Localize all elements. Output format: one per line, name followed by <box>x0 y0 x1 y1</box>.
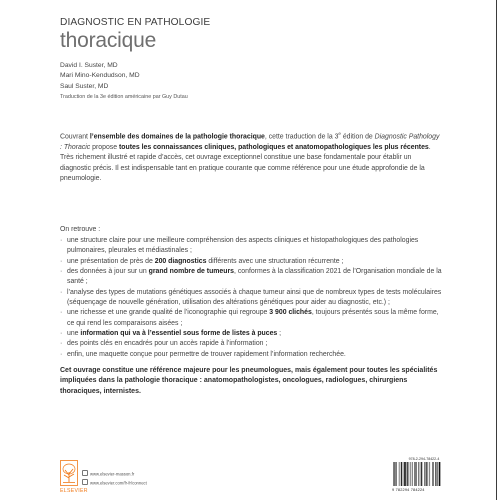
barcode-icon <box>392 462 456 486</box>
list-item-text: différents avec une structuration récurrente ; <box>206 257 344 265</box>
intro-emphasis: toutes les connaissances cliniques, pathologiques et anatomopathologiques les plus récentes <box>119 143 429 151</box>
intro-text: Couvrant <box>60 133 90 141</box>
author-1: David I. Suster, MD <box>60 62 118 69</box>
intro-emphasis: l’ensemble des domaines de la pathologie thoracique <box>89 133 265 141</box>
elsevier-tree-logo-icon <box>60 460 78 486</box>
publisher-name: ELSEVIER <box>60 488 88 494</box>
list-item-text: une richesse et une grande qualité de l’iconographie qui regroupe <box>67 309 270 317</box>
list-item <box>60 350 443 360</box>
intro-paragraph <box>60 129 443 184</box>
author-3: Saul Suster, MD <box>60 82 109 90</box>
list-item-text: une présentation de près de <box>67 257 155 265</box>
list-item <box>60 329 443 339</box>
translation-credit: Traduction de la 3e édition américaine par Guy Dutau <box>60 94 188 100</box>
list-item-emphasis: information qui va à l’essentiel sous forme de listes à puces <box>80 330 278 338</box>
intro-text: . Très richement illustré et rapide d’accès, cet ouvrage exceptionnel constitue une base fondamentale pour établir un diagnostic précis. Il est indispensable tant en pratique courante que comme référence pour une étude approfondie de la pneumologie. <box>60 143 431 182</box>
publisher-link[interactable] <box>82 479 147 488</box>
author-2: Mari Mino-Kendudson, MD <box>60 72 140 80</box>
list-item <box>60 267 443 288</box>
list-item-text: des données à jour sur un <box>67 268 149 276</box>
intro-text: propose <box>90 143 119 151</box>
web-icon <box>82 470 88 476</box>
intro-text: , cette traduction de la 3 <box>264 133 339 141</box>
list-heading: On retrouve : <box>60 226 101 233</box>
intro-original-title: Diagnostic Pathology : Thoracic <box>60 133 440 151</box>
publisher-links <box>82 470 147 487</box>
list-item-emphasis: grand nombre de tumeurs <box>148 268 234 276</box>
list-item-emphasis: 3 900 clichés <box>269 309 312 317</box>
feature-list <box>60 236 443 360</box>
isbn-block <box>392 457 456 486</box>
publisher-link[interactable] <box>82 470 147 479</box>
spine-edge-line <box>496 0 497 500</box>
book-subtitle: thoracique <box>60 29 157 52</box>
list-item-text: une <box>67 330 81 338</box>
web-icon <box>82 479 88 485</box>
list-item <box>60 288 443 309</box>
conclusion-paragraph: Cet ouvrage constitue une référence majeure pour les pneumologues, mais également pour toutes les spécialités impliquées dans la pathologie thoracique : anatomopathologistes, oncologues, radiologues, chirurgiens thoraciques, internistes. <box>60 367 438 395</box>
barcode-digits: 9 782294 784224 <box>392 488 425 492</box>
list-item-text: l’analyse des types de mutations génétiques associés à chaque tumeur ainsi que de nombreux types de tests moléculaires (séquençage de nouvelle génération, utilisation des altérations génétiques pour aider au diagnostic, etc.) ; <box>67 288 442 307</box>
list-item <box>60 308 443 329</box>
list-item <box>60 339 443 349</box>
list-item-text: des points clés en encadrés pour un accès rapide à l’information ; <box>67 340 268 348</box>
publisher-link-text: www.elsevier.com/fr-fr/connect <box>90 480 147 485</box>
list-item <box>60 257 443 267</box>
list-item-emphasis: 200 diagnostics <box>154 257 207 265</box>
intro-superscript: e <box>338 131 341 136</box>
list-item-text: , toujours présentés sous la même forme, ce qui rend les comparaisons aisées ; <box>67 309 439 327</box>
publisher-link-text: www.elsevier-masson.fr <box>90 471 135 477</box>
series-title: DIAGNOSTIC EN PATHOLOGIE <box>60 17 211 28</box>
list-item-text: enfin, une maquette conçue pour permettre de trouver rapidement l’information recherchée. <box>67 350 346 358</box>
list-item-text: ; <box>277 330 282 338</box>
list-item-text: une structure claire pour une meilleure compréhension des aspects cliniques et histopathologiques des pathologies pulmonaires, pleurales et médiastinales ; <box>67 237 419 255</box>
list-item <box>60 236 443 257</box>
isbn-number: 978-2-294-78422-4 <box>408 457 440 461</box>
list-item-text: , conformes à la classification 2021 de l’Organisation mondiale de la santé ; <box>67 268 442 286</box>
intro-text: édition de <box>340 133 375 141</box>
author-list <box>60 61 140 92</box>
